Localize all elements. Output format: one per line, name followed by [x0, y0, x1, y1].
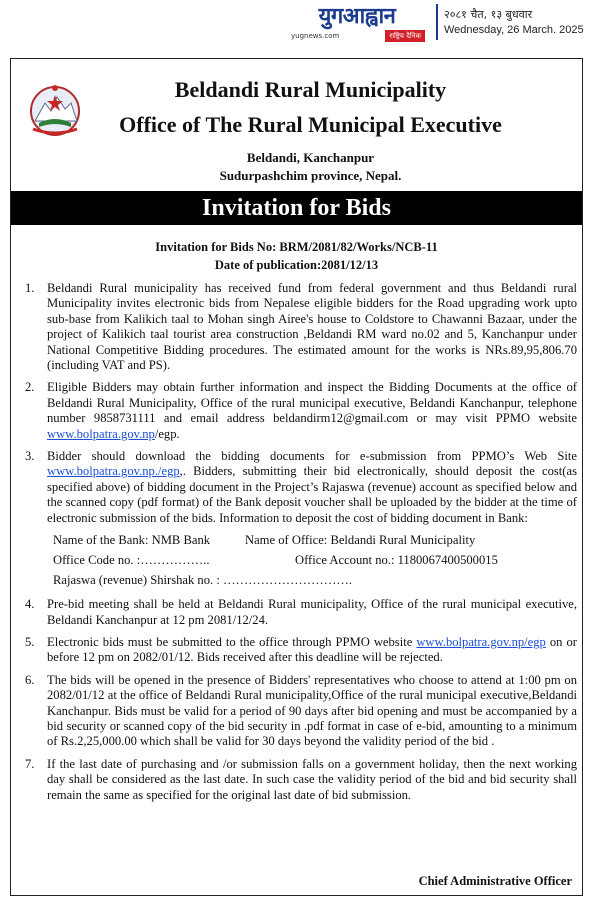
clause-text: If the last date of purchasing and /or submission falls on a government holiday, then the next working day shall be considered as the last date. In such case the validity period of the bid and bid security shall remain the same as specified for the original last date of bid submission. [47, 756, 577, 802]
address-line-2: Sudurpashchim province, Nepal. [219, 168, 402, 183]
newspaper-tagline: राष्ट्रिय दैनिक [385, 30, 425, 42]
newspaper-name: युगआह्वान [318, 4, 396, 29]
clause-4 [19, 597, 577, 628]
clause-7 [19, 757, 577, 803]
clause-1 [19, 281, 577, 373]
clause-number: 3. [25, 449, 35, 464]
logo-subline [283, 30, 431, 42]
office-name: Name of Office: Beldandi Rural Municipality [245, 533, 476, 548]
clause-number: 4. [25, 597, 35, 612]
bid-reference-number: Invitation for Bids No: BRM/2081/82/Works/NCB-11 [155, 240, 438, 254]
clause-text [47, 635, 577, 666]
clause-number: 2. [25, 380, 35, 395]
bank-name: Name of the Bank: NMB Bank [53, 533, 211, 548]
clause-text-part: /egp. [154, 426, 180, 441]
clause-text-part: Eligible Bidders may obtain further information and inspect the Bidding Documents at the office of Beldandi Rural Municipality, Office of the rural municipal executive, Beldandi Kanchanpur, telephone number 9858731111 and email address beldandirm12@gmail.com or may visit PPMO website [47, 380, 577, 426]
clause-number: 7. [25, 756, 35, 771]
clause-5 [19, 635, 577, 666]
clause-text-part: Bidder should download the bidding documents for e-submission from PPMO’s Web Site [47, 449, 577, 464]
clause-text-part: ,. Bidders, submitting their bid electronically, should deposit the cost(as specified above) of bidding document in the Project’s Rajaswa (revenue) account as specified below and the scanned copy (pdf format) of the Bank deposit voucher shall be uploaded by the bidder at the time of electronic submission of the bids. Information to deposit the cost of bidding document in Bank: [47, 464, 577, 525]
bid-notice [10, 58, 583, 896]
clause-text: Beldandi Rural municipality has received fund from federal government and thus Beldandi rural Municipality invites electronic bids from Nepalese eligible bidders for the Road upgrading work upto sub-base from Kalikich taal to Mohan singh Airee's house to Coldstore to Chawanni Bazaar, under the project of Kalikich taal tourist area construction ,Beldandi RM ward no.02 and 5, Kanchanpur under National Competitive Bidding procedures. The estimated amount for the works is NRs.89,95,806.70 (including VAT and PS). [47, 281, 577, 373]
office-account: Office Account no.: 1180067400500015 [295, 553, 498, 568]
clause-text: The bids will be opened in the presence of Bidders' representatives who choose to attend at 1:00 pm on 2082/01/12 at the office of Beldandi Rural municipality,Office of the rural municipal executive,Beldandi Kanchanpur. Bids must be valid for a period of 90 days after bid opening and must be accompanied by a bid security or scanned copy of the bid security in .pdf format in case of e-bid, amounting to a minimum of Rs.2,25,000.00 which shall be valid for 30 days beyond the validity period of the bid . [47, 672, 577, 749]
clause-text [47, 449, 577, 590]
clause-6 [19, 673, 577, 750]
office-code: Office Code no. :…………….. [53, 553, 210, 568]
publication-date: Date of publication:2081/12/13 [214, 258, 379, 272]
clause-text-part: on or before 12 pm on 2082/01/12. Bids received after this deadline will be rejected. [47, 634, 577, 665]
office-heading: Office of The Rural Municipal Executive [119, 112, 502, 137]
clause-text [47, 380, 577, 442]
clause-number: 1. [25, 281, 35, 295]
bank-row-3 [47, 570, 577, 590]
bank-details [47, 530, 577, 590]
newspaper-masthead [0, 0, 595, 58]
english-date: Wednesday, 26 March. 2025 [444, 24, 584, 36]
municipality-heading: Beldandi Rural Municipality [174, 77, 447, 102]
ppmo-website-link[interactable]: www.bolpatra.gov.np./egp [47, 464, 180, 479]
clause-list [19, 281, 577, 810]
clause-2 [19, 380, 577, 442]
clause-number: 5. [25, 634, 35, 649]
bank-row-2 [47, 550, 577, 570]
newspaper-logo [283, 4, 431, 42]
clause-text-part: Electronic bids must be submitted to the office through PPMO website [47, 634, 417, 649]
clause-number: 6. [25, 672, 35, 687]
bank-row-1 [47, 530, 577, 550]
ppmo-website-link[interactable]: www.bolpatra.gov.np/egp [416, 634, 546, 649]
signatory-title: Chief Administrative Officer [418, 874, 572, 888]
newspaper-website: yugnews.com [291, 32, 340, 40]
ppmo-website-link[interactable]: www.bolpatra.gov.np [47, 426, 155, 441]
clause-text: Pre-bid meeting shall be held at Beldandi Rural municipality, Office of the rural municipal executive, Beldandi Kanchanpur at 12 pm 2081/12/24. [47, 597, 577, 627]
masthead-divider [436, 4, 438, 40]
clause-3 [19, 449, 577, 590]
nepali-date: २०८१ चैत, १३ बुधवार [444, 8, 533, 21]
title-banner [11, 191, 582, 225]
notice-title: Invitation for Bids [202, 195, 391, 221]
rajaswa-shirshak: Rajaswa (revenue) Shirshak no. : …………………………. [53, 573, 353, 588]
address-line-1: Beldandi, Kanchanpur [246, 150, 375, 165]
